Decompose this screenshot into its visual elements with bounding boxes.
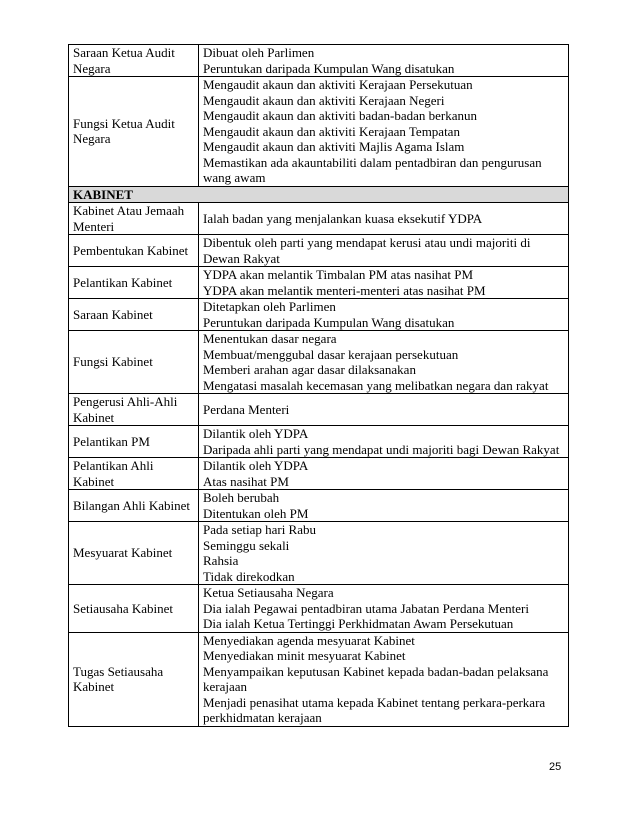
content-line: Daripada ahli parti yang mendapat undi majoriti bagi Dewan Rakyat: [203, 441, 560, 457]
table-row: [69, 632, 569, 726]
row-label: Fungsi Kabinet: [69, 331, 199, 394]
content-line: Menjadi penasihat utama kepada Kabinet tentang perkara-perkara perkhidmatan kerajaan: [203, 694, 546, 725]
row-label: Saraan Ketua Audit Negara: [69, 45, 199, 77]
content-line: Ditetapkan oleh Parlimen: [203, 299, 336, 314]
page-number: 25: [549, 761, 562, 773]
row-label: Kabinet Atau Jemaah Menteri: [69, 203, 199, 235]
row-content: [199, 203, 569, 235]
content-line: Memastikan ada akauntabiliti dalam pentadbiran dan pengurusan wang awam: [203, 154, 542, 185]
content-line: Menentukan dasar negara: [203, 331, 337, 346]
content-line: Menyampaikan keputusan Kabinet kepada badan-badan pelaksana kerajaan: [203, 663, 549, 694]
table-row: [69, 331, 569, 394]
row-content: [199, 235, 569, 267]
content-line: Memberi arahan agar dasar dilaksanakan: [203, 362, 416, 377]
row-content: [199, 77, 569, 187]
content-line: Mengaudit akaun dan aktiviti Kerajaan Tempatan: [203, 123, 460, 139]
table-row: [69, 426, 569, 458]
content-line: Dilantik oleh YDPA: [203, 426, 309, 441]
row-content: [199, 331, 569, 394]
row-content: [199, 45, 569, 77]
row-label: Pembentukan Kabinet: [69, 235, 199, 267]
content-line: Dia ialah Ketua Tertinggi Perkhidmatan Awam Persekutuan: [203, 616, 514, 631]
row-content: [199, 394, 569, 426]
row-label: Pengerusi Ahli-Ahli Kabinet: [69, 394, 199, 426]
row-content: [199, 458, 569, 490]
row-label: Pelantikan Kabinet: [69, 267, 199, 299]
content-line: Rahsia: [203, 553, 239, 568]
row-content: [199, 522, 569, 585]
content-line: Dibentuk oleh parti yang mendapat kerusi atau undi majoriti di Dewan Rakyat: [203, 235, 531, 266]
row-content: [199, 267, 569, 299]
content-line: Menyediakan minit mesyuarat Kabinet: [203, 648, 406, 663]
table-row: [69, 203, 569, 235]
row-label: Tugas Setiausaha Kabinet: [69, 632, 199, 726]
table-row: [69, 235, 569, 267]
content-line: Perdana Menteri: [203, 401, 290, 417]
row-content: [199, 299, 569, 331]
table-row: [69, 522, 569, 585]
row-content: [199, 632, 569, 726]
content-line: YDPA akan melantik Timbalan PM atas nasihat PM: [203, 267, 473, 282]
row-label: Saraan Kabinet: [69, 299, 199, 331]
section-title: KABINET: [69, 186, 569, 203]
content-table: [68, 44, 569, 727]
row-label: Pelantikan PM: [69, 426, 199, 458]
row-label: Mesyuarat Kabinet: [69, 522, 199, 585]
content-line: YDPA akan melantik menteri-menteri atas nasihat PM: [203, 282, 486, 298]
content-line: Peruntukan daripada Kumpulan Wang disatukan: [203, 314, 455, 330]
row-content: [199, 490, 569, 522]
content-line: Atas nasihat PM: [203, 473, 289, 489]
table-row: [69, 585, 569, 633]
row-content: [199, 585, 569, 633]
content-line: Peruntukan daripada Kumpulan Wang disatukan: [203, 60, 455, 76]
content-line: Dia ialah Pegawai pentadbiran utama Jabatan Perdana Menteri: [203, 600, 529, 616]
content-line: Membuat/menggubal dasar kerajaan persekutuan: [203, 346, 459, 362]
content-line: Dilantik oleh YDPA: [203, 458, 309, 473]
content-line: Menyediakan agenda mesyuarat Kabinet: [203, 632, 415, 648]
table-row: [69, 77, 569, 187]
table-row: [69, 490, 569, 522]
row-content: [199, 426, 569, 458]
content-line: Boleh berubah: [203, 490, 280, 505]
content-line: Ketua Setiausaha Negara: [203, 585, 334, 600]
table-body: [69, 45, 569, 727]
table-row: [69, 45, 569, 77]
content-line: Mengatasi masalah kecemasan yang melibatkan negara dan rakyat: [203, 377, 549, 393]
content-line: Mengaudit akaun dan aktiviti Majlis Agama Islam: [203, 139, 465, 154]
table-row: [69, 458, 569, 490]
content-line: Dibuat oleh Parlimen: [203, 45, 315, 60]
row-label: Pelantikan Ahli Kabinet: [69, 458, 199, 490]
content-line: Seminggu sekali: [203, 537, 290, 553]
row-label: Setiausaha Kabinet: [69, 585, 199, 633]
content-line: Ialah badan yang menjalankan kuasa eksekutif YDPA: [203, 210, 483, 226]
row-label: Bilangan Ahli Kabinet: [69, 490, 199, 522]
content-line: Ditentukan oleh PM: [203, 505, 309, 521]
content-line: Mengaudit akaun dan aktiviti Kerajaan Negeri: [203, 92, 445, 108]
content-line: Pada setiap hari Rabu: [203, 522, 316, 537]
content-line: Mengaudit akaun dan aktiviti badan-badan berkanun: [203, 108, 477, 123]
table-row: [69, 299, 569, 331]
table-row: [69, 394, 569, 426]
row-label: Fungsi Ketua Audit Negara: [69, 77, 199, 187]
table-row: [69, 267, 569, 299]
content-line: Mengaudit akaun dan aktiviti Kerajaan Persekutuan: [203, 77, 473, 92]
section-row: [69, 186, 569, 203]
content-line: Tidak direkodkan: [203, 568, 295, 584]
